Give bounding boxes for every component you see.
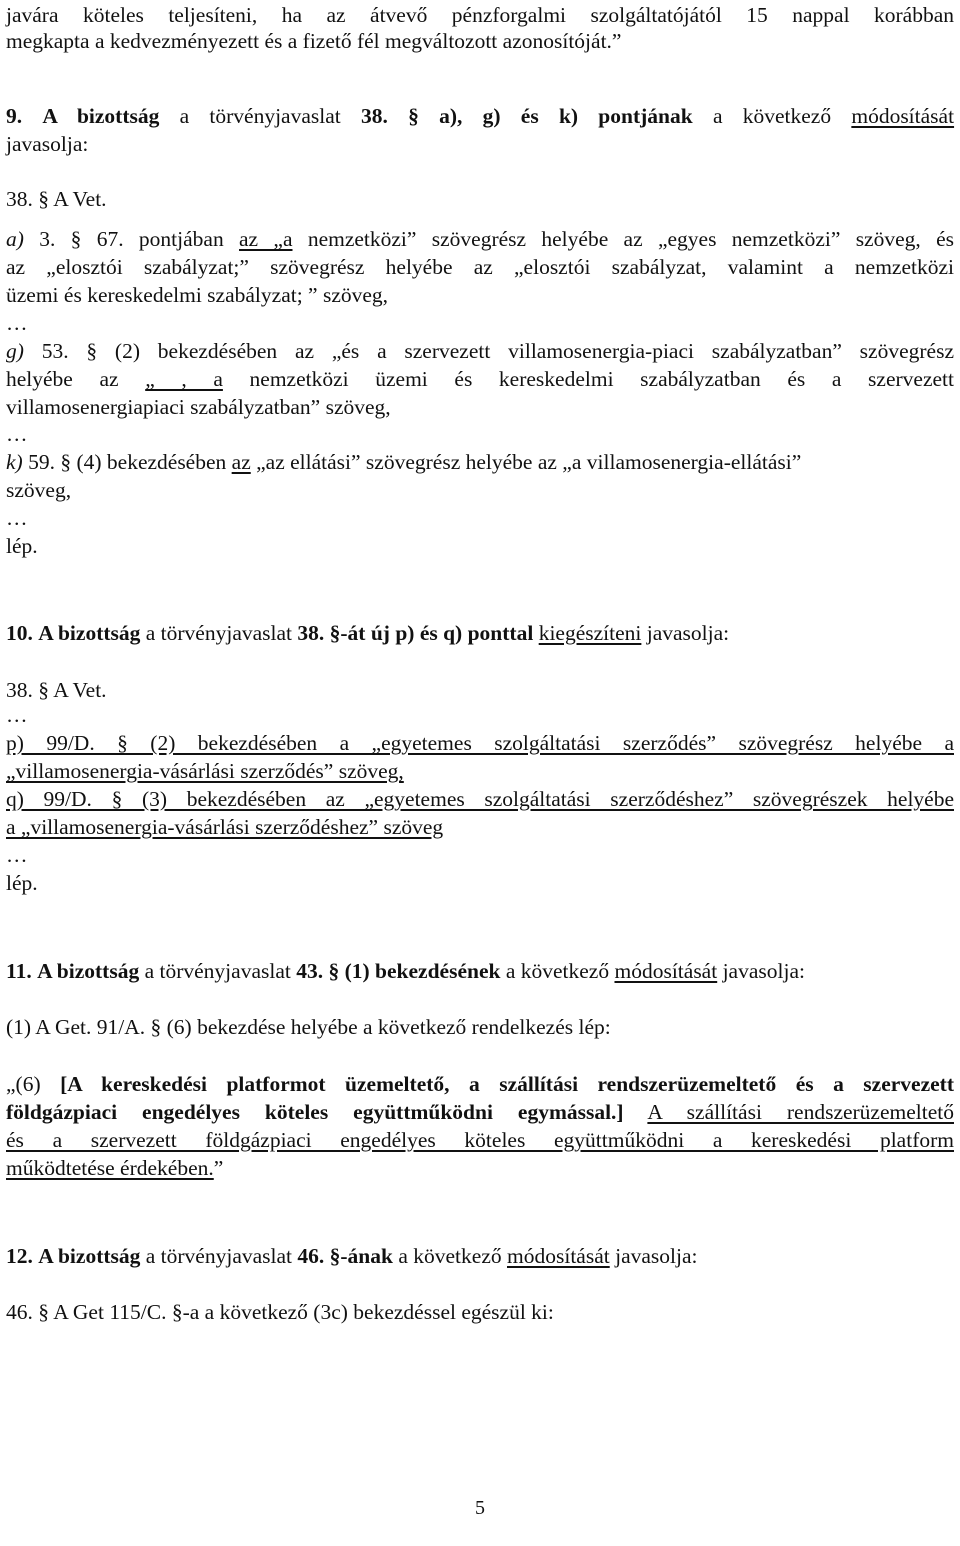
ellipsis: …	[6, 422, 28, 446]
section-number: 10.	[6, 621, 33, 645]
section-number: 11.	[6, 959, 32, 983]
point-k-line-1: k) 59. § (4) bekezdésében az „az ellátási” szövegrész helyébe az „a villamosenergia-ellátási”	[6, 450, 802, 474]
point-p-line-1: p) 99/D. § (2) bekezdésében a „egyetemes szolgáltatási szerződés” szövegrész helyébe a	[6, 731, 954, 755]
section-11-line-2: (1) A Get. 91/A. § (6) bekezdése helyébe a következő rendelkezés lép:	[6, 1015, 611, 1039]
section-12-heading: 12. A bizottság a törvényjavaslat 46. §-ának a következő módosítását javasolja:	[6, 1244, 698, 1268]
section-10-ref: 38. § A Vet.	[6, 678, 107, 702]
section-11-heading: 11. A bizottság a törvényjavaslat 43. § (1) bekezdésének a következő módosítását javasolja:	[6, 959, 805, 983]
section-number: 12.	[6, 1244, 33, 1268]
section-10-heading: 10. A bizottság a törvényjavaslat 38. §-át új p) és q) ponttal kiegészíteni javasolja:	[6, 621, 730, 645]
section-11-line-6: működtetése érdekében.”	[6, 1156, 224, 1180]
lep-text: lép.	[6, 534, 38, 558]
ellipsis: …	[6, 311, 28, 335]
lep-text: lép.	[6, 871, 38, 895]
page-number: 5	[475, 1497, 485, 1519]
intro-line-2: megkapta a kedvezményezett és a fizető fél megváltozott azonosítóját.”	[6, 29, 622, 53]
point-g-line-3: villamosenergiapiaci szabályzatban” szöveg,	[6, 395, 391, 419]
point-g-line-2: helyébe az „ , a nemzetközi üzemi és kereskedelmi szabályzatban és a szervezett	[6, 367, 954, 391]
section-9-ref: 38. § A Vet.	[6, 187, 107, 211]
point-k-line-2: szöveg,	[6, 478, 72, 502]
ellipsis: …	[6, 506, 28, 530]
point-a-line-1: a) 3. § 67. pontjában az „a nemzetközi” szövegrész helyébe az „egyes nemzetközi” szöveg, és	[6, 227, 954, 251]
section-11-line-4: földgázpiaci engedélyes köteles együttműködni egymással.] A szállítási rendszerüzemeltető	[6, 1100, 954, 1124]
intro-line-1: javára köteles teljesíteni, ha az átvevő pénzforgalmi szolgáltatójától 15 nappal korábban	[6, 3, 954, 27]
point-q-line-1: q) 99/D. § (3) bekezdésében az „egyetemes szolgáltatási szerződéshez” szövegrészek helyébe	[6, 787, 954, 811]
section-9-heading: 9. A bizottság a törvényjavaslat 38. § a), g) és k) pontjának a következő módosítását	[6, 104, 955, 128]
section-number: 9.	[6, 104, 23, 128]
point-g-line-1: g) 53. § (2) bekezdésében az „és a szervezett villamosenergia-piaci szabályzatban” szövegrész	[6, 339, 954, 363]
point-q-line-2: a „villamosenergia-vásárlási szerződéshez” szöveg	[6, 815, 444, 839]
section-11-line-3: „(6) [A kereskedési platformot üzemeltető, a szállítási rendszerüzemeltető és a szervezett	[6, 1072, 955, 1096]
ellipsis: …	[6, 703, 28, 727]
point-p-line-2: „villamosenergia-vásárlási szerződés” szöveg,	[6, 759, 404, 783]
point-a-line-3: üzemi és kereskedelmi szabályzat; ” szöveg,	[6, 283, 389, 307]
section-12-line-2: 46. § A Get 115/C. §-a a következő (3c) bekezdéssel egészül ki:	[6, 1300, 554, 1324]
section-11-line-5: és a szervezett földgázpiaci engedélyes köteles együttműködni a kereskedési platform	[6, 1128, 954, 1152]
ellipsis: …	[6, 843, 28, 867]
point-a-line-2: az „elosztói szabályzat;” szövegrész helyébe az „elosztói szabályzat, valamint a nemzetközi	[6, 255, 954, 279]
